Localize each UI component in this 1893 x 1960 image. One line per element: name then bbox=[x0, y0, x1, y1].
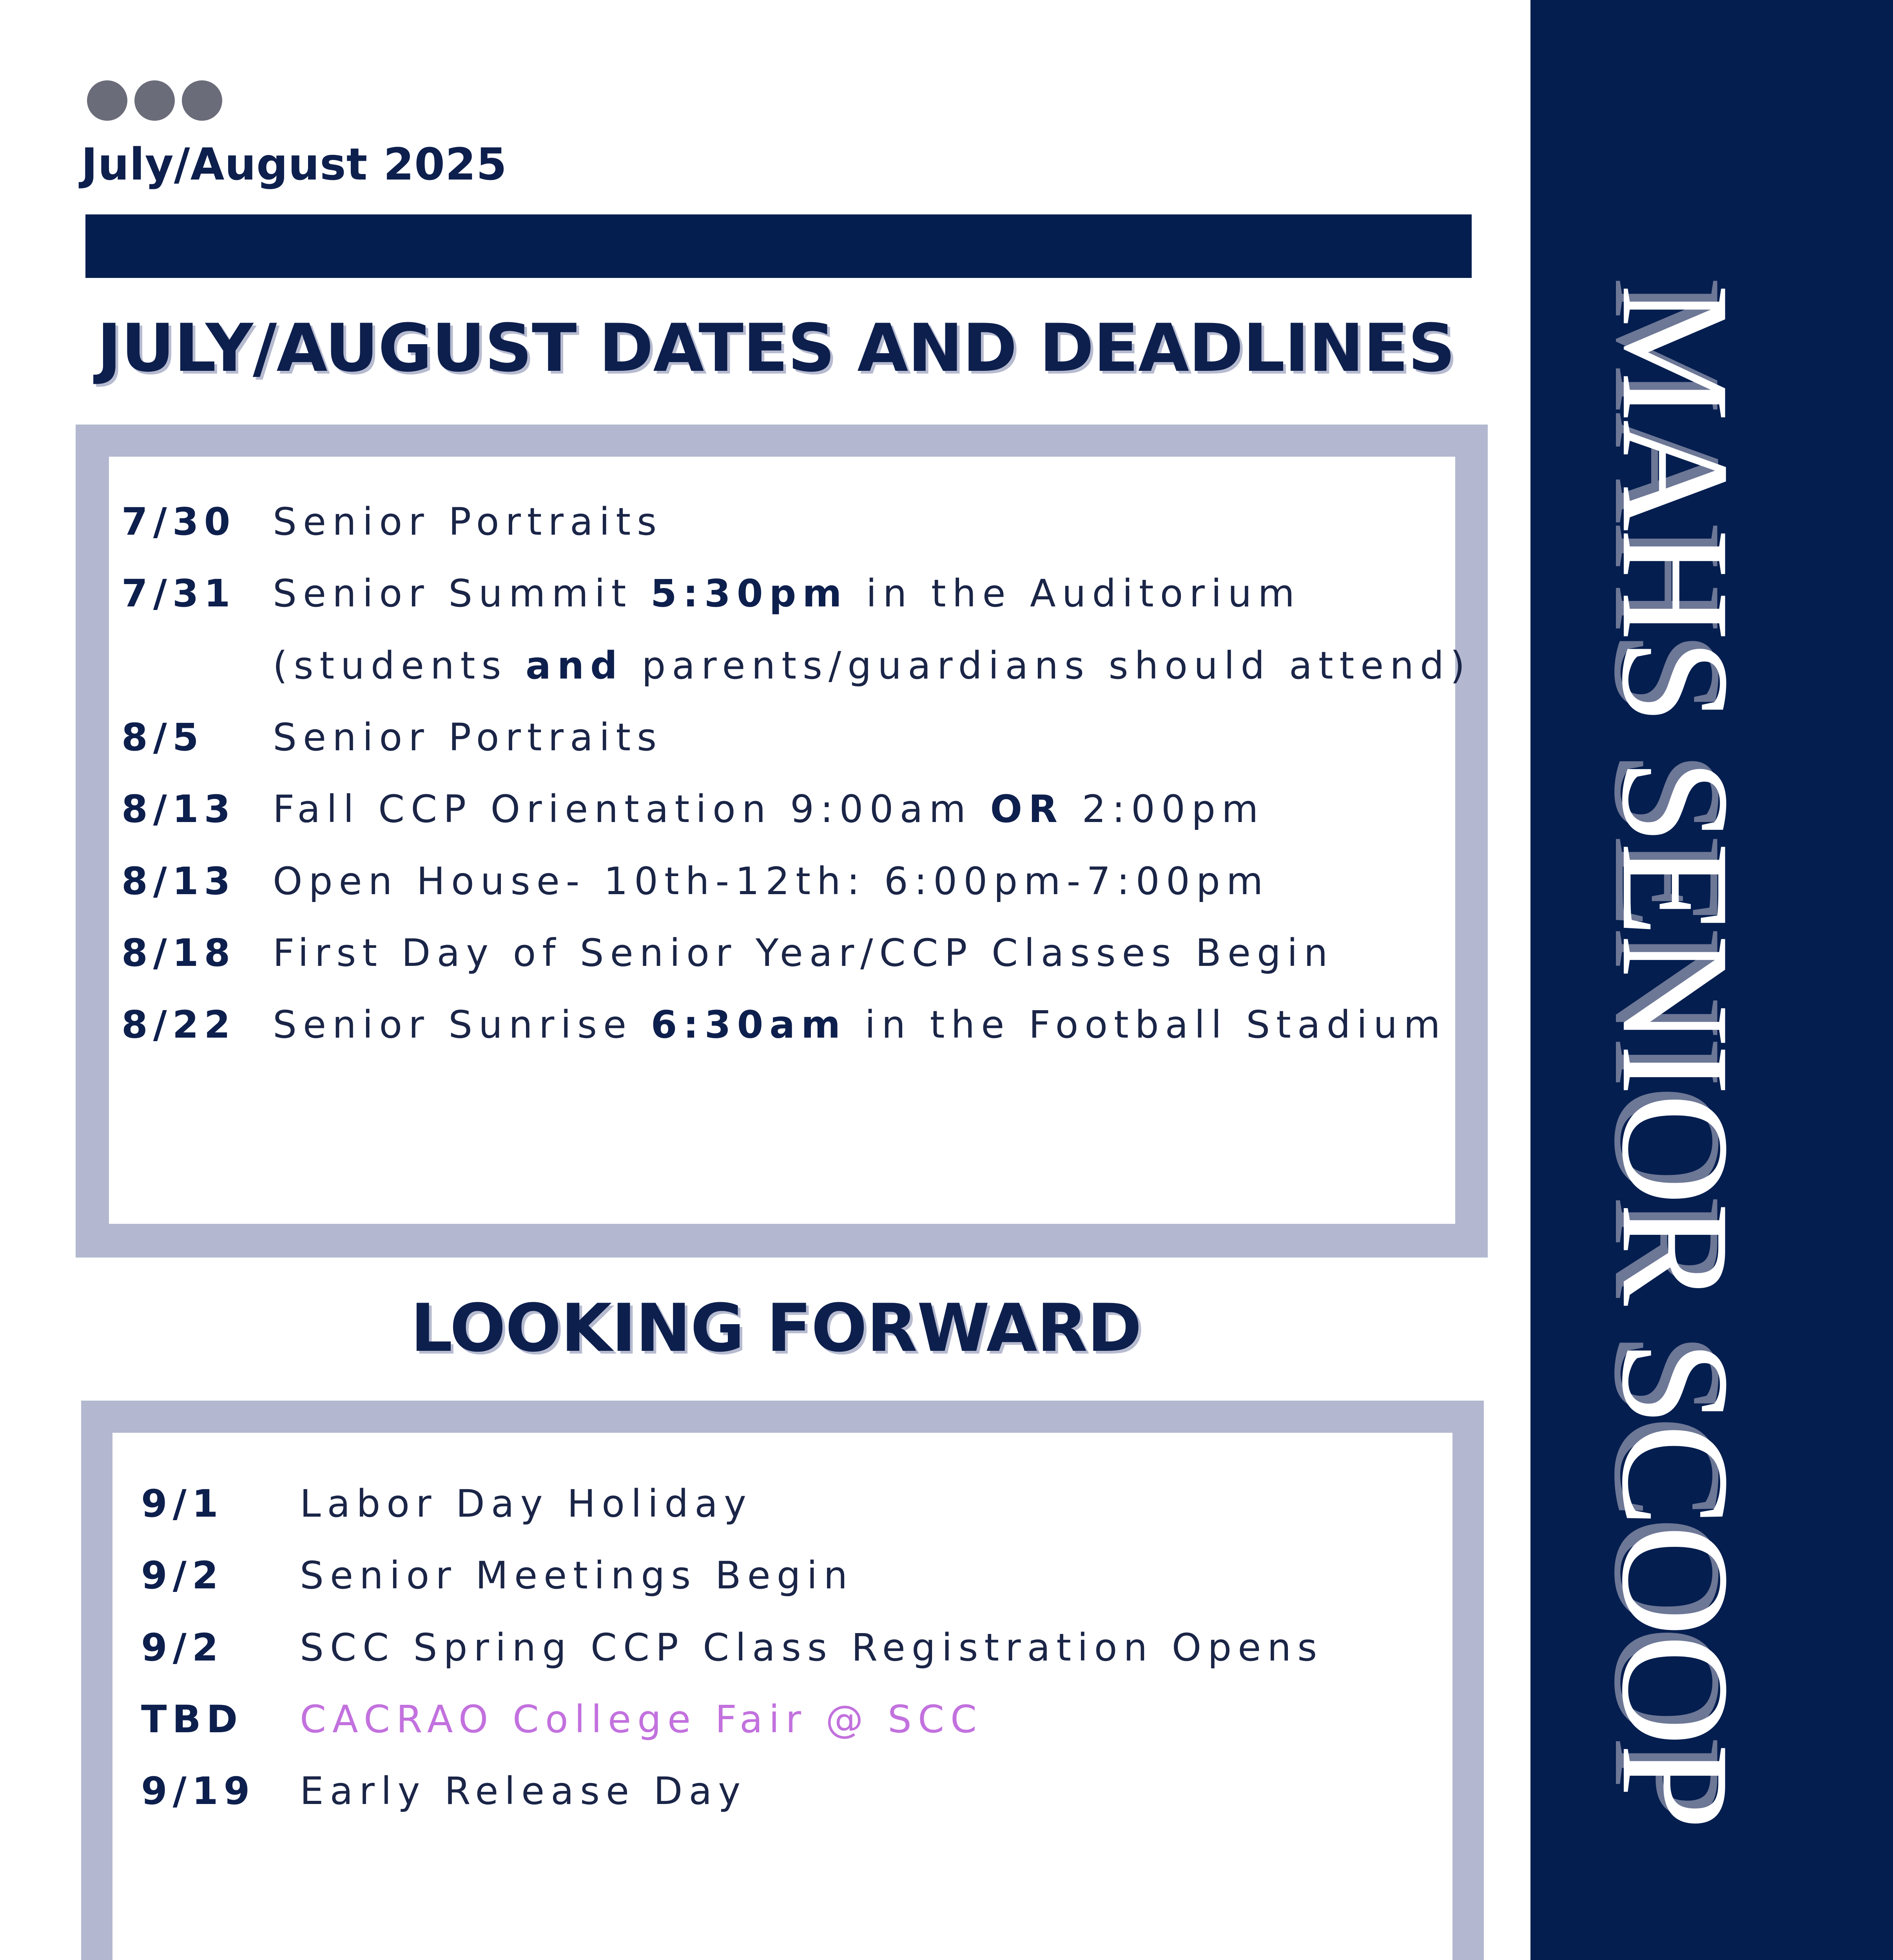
event-text-segment: Fall CCP Orientation 9:00am bbox=[273, 787, 990, 831]
event-text-segment: Senior Meetings Begin bbox=[300, 1553, 854, 1597]
sidebar-title: MAHS SENIOR SCOOP bbox=[1590, 284, 1761, 1828]
dates-list bbox=[109, 457, 1471, 1224]
sidebar-banner bbox=[1530, 0, 1893, 1960]
event-date: 7/30 bbox=[121, 500, 236, 544]
event-text-emphasis: and bbox=[525, 644, 624, 688]
event-date: 9/2 bbox=[141, 1626, 224, 1670]
event-text-segment: in the Football Stadium bbox=[847, 1003, 1447, 1047]
dot-icon bbox=[87, 80, 127, 121]
event-date: 9/19 bbox=[141, 1769, 256, 1813]
event-text bbox=[273, 500, 663, 544]
event-text bbox=[300, 1697, 983, 1741]
event-text-segment: Senior Summit bbox=[273, 572, 651, 615]
dot-icon bbox=[134, 80, 175, 121]
event-text-segment: First Day of Senior Year/CCP Classes Begin bbox=[273, 931, 1334, 975]
forward-list bbox=[112, 1433, 1452, 1960]
issue-date: July/August 2025 bbox=[81, 139, 507, 190]
event-text bbox=[273, 859, 1269, 903]
event-date: 8/5 bbox=[121, 715, 204, 759]
event-text-segment: Early Release Day bbox=[300, 1769, 747, 1813]
event-text-emphasis: OR bbox=[990, 787, 1064, 831]
event-text-segment: Open House- 10th-12th: 6:00pm-7:00pm bbox=[273, 859, 1269, 903]
event-date: 8/13 bbox=[121, 859, 236, 903]
event-text-segment: in the Auditorium bbox=[848, 572, 1301, 615]
header-dots-icon bbox=[87, 80, 222, 121]
event-text-segment: Senior Sunrise bbox=[273, 1003, 651, 1047]
event-text bbox=[300, 1769, 747, 1813]
event-text-emphasis: 5:30pm bbox=[650, 572, 848, 615]
forward-section-title: LOOKING FORWARD bbox=[410, 1290, 1142, 1367]
forward-panel bbox=[81, 1401, 1484, 1960]
event-text bbox=[273, 644, 1471, 688]
event-text bbox=[300, 1553, 854, 1597]
event-date: 8/18 bbox=[121, 931, 236, 975]
event-text-segment: parents/guardians should attend) bbox=[623, 644, 1471, 688]
event-text-segment: Senior Portraits bbox=[273, 500, 663, 544]
event-text-segment: SCC Spring CCP Class Registration Opens bbox=[300, 1626, 1324, 1670]
event-text bbox=[273, 572, 1301, 615]
dates-section-title: JULY/AUGUST DATES AND DEADLINES bbox=[97, 310, 1455, 387]
event-text-segment: Labor Day Holiday bbox=[300, 1482, 752, 1526]
event-text-segment: (students bbox=[273, 644, 526, 688]
header-divider-bar bbox=[85, 214, 1472, 278]
event-date: 8/13 bbox=[121, 787, 236, 831]
event-text-segment: 2:00pm bbox=[1064, 787, 1265, 831]
event-date: 9/1 bbox=[141, 1482, 224, 1526]
event-date: 9/2 bbox=[141, 1553, 224, 1597]
event-date: 8/22 bbox=[121, 1003, 236, 1047]
event-text-segment: CACRAO College Fair @ SCC bbox=[300, 1697, 983, 1741]
event-text bbox=[273, 715, 663, 759]
event-text-emphasis: 6:30am bbox=[651, 1003, 847, 1047]
event-text bbox=[273, 931, 1334, 975]
event-text-segment: Senior Portraits bbox=[273, 715, 663, 759]
dot-icon bbox=[182, 80, 222, 121]
dates-panel bbox=[76, 425, 1488, 1258]
event-date: TBD bbox=[141, 1697, 243, 1741]
event-text bbox=[300, 1482, 752, 1526]
event-text bbox=[300, 1626, 1323, 1670]
event-text bbox=[273, 1003, 1447, 1047]
event-text bbox=[273, 787, 1265, 831]
event-date: 7/31 bbox=[121, 572, 236, 615]
